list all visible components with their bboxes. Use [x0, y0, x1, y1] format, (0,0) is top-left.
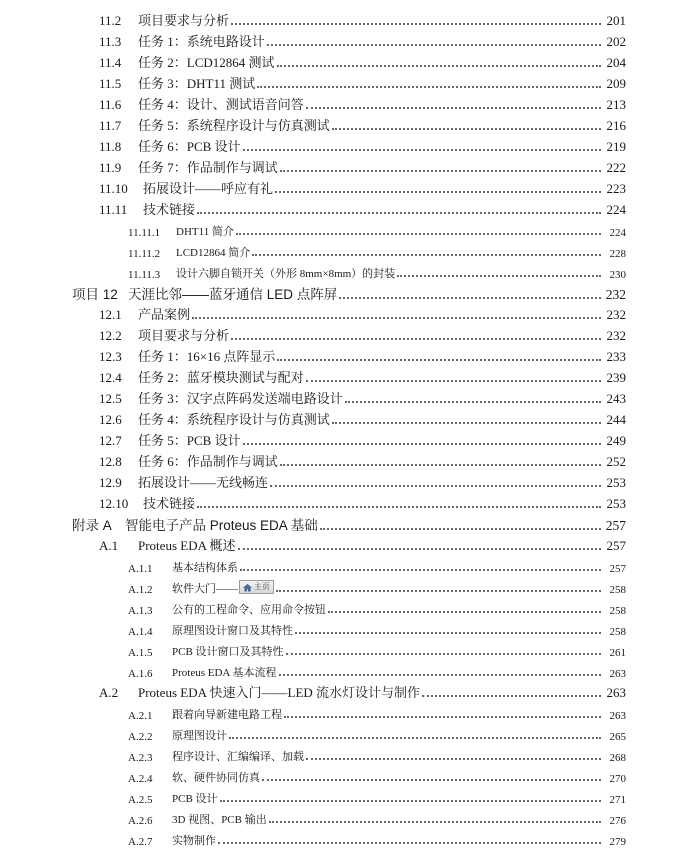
toc-entry-title: 智能电子产品 Proteus EDA 基础 — [125, 518, 318, 533]
toc-entry[interactable] — [0, 681, 626, 701]
dot-leader — [280, 463, 601, 466]
toc-entry-title: 任务 5：PCB 设计 — [138, 433, 241, 448]
toc-entry-title: 任务 6：PCB 设计 — [138, 139, 241, 154]
toc-entry-page: 224 — [609, 227, 626, 239]
toc-entry-number: A.2.2 — [128, 731, 153, 743]
toc-entry-number: A.1.1 — [128, 563, 153, 575]
toc-entry-number: 12.9 — [99, 475, 122, 490]
toc-entry-number: 项目 12 — [72, 287, 118, 302]
toc-entry-number: 11.6 — [99, 97, 122, 112]
toc-entry[interactable] — [0, 114, 626, 134]
toc-entry-number: A.1.3 — [128, 605, 153, 617]
toc-entry-number: A.1.2 — [128, 584, 153, 596]
toc-entry-title: 项目要求与分析 — [138, 13, 230, 28]
dot-leader — [339, 296, 601, 299]
dot-leader — [397, 274, 601, 277]
toc-entry-page: 243 — [606, 391, 626, 406]
toc-entry-title: 任务 7：作品制作与调试 — [138, 160, 278, 175]
toc-entry-number: 11.7 — [99, 118, 122, 133]
dot-leader — [306, 757, 601, 760]
home-icon — [243, 583, 252, 592]
toc-entry-page: 263 — [606, 685, 626, 700]
dot-leader — [229, 736, 601, 739]
dot-leader — [284, 715, 601, 718]
toc-entry-title: 拓展设计——呼应有礼 — [143, 181, 274, 196]
toc-entry[interactable] — [0, 156, 626, 176]
dot-leader — [238, 547, 601, 550]
toc-entry-page: 258 — [609, 605, 626, 617]
toc-entry[interactable] — [0, 597, 626, 617]
dot-leader — [332, 421, 601, 424]
toc-entry-title: DHT11 简介 — [176, 226, 234, 238]
toc-entry[interactable] — [0, 555, 626, 575]
toc-entry-title: PCB 设计 — [172, 793, 218, 805]
dot-leader — [320, 527, 601, 530]
toc-entry[interactable] — [0, 639, 626, 659]
toc-entry-title: Proteus EDA 概述 — [138, 538, 236, 553]
toc-entry-number: 12.6 — [99, 412, 122, 427]
toc-entry-page: 252 — [606, 454, 626, 469]
toc-entry-page: 257 — [609, 563, 626, 575]
toc-entry-title: 任务 3：DHT11 测试 — [138, 76, 256, 91]
dot-leader — [306, 106, 601, 109]
toc-entry-number: 11.4 — [99, 55, 122, 70]
toc-entry[interactable] — [0, 513, 626, 534]
toc-entry-title: 原理图设计窗口及其特性 — [172, 625, 293, 637]
dot-leader — [422, 694, 601, 697]
dot-leader — [267, 43, 601, 46]
toc-entry[interactable] — [0, 471, 626, 491]
toc-entry-number: 11.8 — [99, 139, 122, 154]
toc-entry[interactable] — [0, 429, 626, 449]
toc-entry-title: 任务 6：作品制作与调试 — [138, 454, 278, 469]
toc-entry-number: 11.11.2 — [128, 248, 161, 260]
dot-leader — [277, 64, 601, 67]
toc-entry-number: 11.2 — [99, 13, 122, 28]
toc-entry-title: PCB 设计窗口及其特性 — [172, 646, 284, 658]
toc-entry-number: A.1 — [99, 538, 119, 553]
toc-entry[interactable] — [0, 408, 626, 428]
toc-entry[interactable] — [0, 261, 626, 281]
toc-entry-title: 程序设计、汇编编译、加载 — [172, 751, 304, 763]
toc-entry-title: 原理图设计 — [172, 730, 227, 742]
toc-entry-number: 12.8 — [99, 454, 122, 469]
dot-leader — [306, 379, 601, 382]
toc-entry-page: 276 — [609, 815, 626, 827]
dot-leader — [328, 610, 601, 613]
toc-entry-title: 项目要求与分析 — [138, 328, 230, 343]
toc-entry-page: 244 — [606, 412, 626, 427]
toc-entry-number: 12.3 — [99, 349, 122, 364]
toc-entry-title: Proteus EDA 基本流程 — [172, 667, 277, 679]
dot-leader — [262, 778, 601, 781]
toc-entry-title: 公有的工程命令、应用命令按钮 — [172, 604, 326, 616]
dot-leader — [252, 253, 601, 256]
toc-entry-page: 271 — [609, 794, 626, 806]
toc-entry-number: A.2.1 — [128, 710, 153, 722]
toc-entry-page: 202 — [606, 34, 626, 49]
toc-entry-page: 228 — [609, 248, 626, 260]
toc-entry-number: 12.1 — [99, 307, 122, 322]
toc-entry-title: 3D 视图、PCB 输出 — [172, 814, 267, 826]
toc-entry-title: 软件大门—— — [172, 583, 238, 595]
toc-entry-page: 249 — [606, 433, 626, 448]
toc-entry-number: A.1.4 — [128, 626, 153, 638]
toc-entry-title: 技术链接 — [143, 496, 196, 511]
toc-entry[interactable] — [0, 345, 626, 365]
dot-leader — [197, 211, 601, 214]
toc-entry[interactable] — [0, 807, 626, 827]
toc-entry-page: 222 — [606, 160, 626, 175]
toc-entry-number: 12.2 — [99, 328, 122, 343]
dot-leader — [286, 652, 601, 655]
toc-entry-page: 253 — [606, 496, 626, 511]
toc-entry[interactable] — [0, 660, 626, 680]
toc-entry-number: 11.9 — [99, 160, 122, 175]
toc-entry[interactable] — [0, 366, 626, 386]
toc-entry[interactable] — [0, 282, 626, 303]
toc-entry-page: 201 — [606, 13, 626, 28]
toc-entry-page: 216 — [606, 118, 626, 133]
toc-entry-page: 270 — [609, 773, 626, 785]
dot-leader — [236, 232, 601, 235]
toc-entry[interactable] — [0, 702, 626, 722]
toc-entry-title: 实物制作 — [172, 835, 216, 847]
toc-entry-page: 263 — [609, 668, 626, 680]
toc-entry-page: 265 — [609, 731, 626, 743]
toc-entry-page: 223 — [606, 181, 626, 196]
toc-entry-page: 261 — [609, 647, 626, 659]
toc-entry[interactable] — [0, 135, 626, 155]
home-button[interactable] — [239, 580, 274, 594]
toc-entry-title: 任务 5：系统程序设计与仿真测试 — [138, 118, 330, 133]
toc-entry-title: 任务 4：设计、测试语音问答 — [138, 97, 304, 112]
toc-entry[interactable] — [0, 72, 626, 92]
toc-entry-page: 219 — [606, 139, 626, 154]
toc-entry[interactable] — [0, 534, 626, 554]
toc-entry[interactable] — [0, 744, 626, 764]
dot-leader — [257, 85, 601, 88]
toc-entry[interactable] — [0, 219, 626, 239]
toc-entry-title: 软、硬件协同仿真 — [172, 772, 260, 784]
dot-leader — [231, 22, 601, 25]
toc-entry-title: 任务 4：系统程序设计与仿真测试 — [138, 412, 330, 427]
toc-entry-title: LCD12864 简介 — [176, 247, 251, 259]
toc-entry-title: 跟着向导新建电路工程 — [172, 709, 282, 721]
toc-entry-title: 任务 2：蓝牙模块测试与配对 — [138, 370, 304, 385]
toc-entry-number: 11.11.3 — [128, 269, 161, 281]
toc-entry-title: 天涯比邻——蓝牙通信 LED 点阵屏 — [128, 287, 338, 302]
dot-leader — [270, 484, 601, 487]
toc-entry[interactable] — [0, 786, 626, 806]
toc-entry[interactable] — [0, 51, 626, 71]
toc-entry-number: A.1.5 — [128, 647, 153, 659]
toc-entry-title: 产品案例 — [138, 307, 191, 322]
toc-entry-title: 任务 1：16×16 点阵显示 — [138, 349, 276, 364]
toc-entry-page: 232 — [605, 287, 626, 302]
dot-leader — [275, 190, 601, 193]
toc-entry-page: 263 — [609, 710, 626, 722]
toc-entry-title: 任务 3：汉字点阵码发送端电路设计 — [138, 391, 343, 406]
dot-leader — [231, 337, 601, 340]
toc-entry-page: 258 — [609, 584, 626, 596]
home-button-label: 主页 — [254, 582, 270, 591]
toc-entry-page: 279 — [609, 836, 626, 848]
toc-entry[interactable] — [0, 765, 626, 785]
toc-entry[interactable] — [0, 450, 626, 470]
toc-entry-page: 230 — [609, 269, 626, 281]
toc-entry-number: 11.5 — [99, 76, 122, 91]
dot-leader — [243, 442, 601, 445]
toc-entry-title: 设计六脚自锁开关（外形 8mm×8mm）的封装 — [176, 268, 396, 280]
toc-entry-number: A.2 — [99, 685, 119, 700]
dot-leader — [218, 841, 601, 844]
dot-leader — [197, 505, 601, 508]
dot-leader — [345, 400, 601, 403]
toc-entry-title: 基本结构体系 — [172, 562, 238, 574]
toc-entry-page: 233 — [606, 349, 626, 364]
toc-entry-number: A.2.6 — [128, 815, 153, 827]
toc-entry-number: A.2.5 — [128, 794, 153, 806]
toc-entry-page: 209 — [606, 76, 626, 91]
toc-entry-page: 232 — [606, 328, 626, 343]
toc-entry-number: 11.11 — [99, 202, 128, 217]
toc-entry-number: 11.10 — [99, 181, 128, 196]
toc-entry[interactable] — [0, 492, 626, 512]
toc-entry-page: 257 — [605, 518, 626, 533]
toc-entry-page: 253 — [606, 475, 626, 490]
dot-leader — [220, 799, 601, 802]
toc-entry[interactable] — [0, 303, 626, 323]
toc-entry[interactable] — [0, 198, 626, 218]
toc-entry-page: 213 — [606, 97, 626, 112]
toc-entry-number: 12.10 — [99, 496, 129, 511]
toc-entry-page: 257 — [606, 538, 626, 553]
toc-entry-number: 12.4 — [99, 370, 122, 385]
toc-entry[interactable] — [0, 387, 626, 407]
toc-entry-number: A.2.7 — [128, 836, 153, 848]
toc-entry-title: 任务 1：系统电路设计 — [138, 34, 265, 49]
toc-entry-page: 239 — [606, 370, 626, 385]
toc-entry-number: 12.7 — [99, 433, 122, 448]
toc-entry-page: 258 — [609, 626, 626, 638]
toc-entry[interactable] — [0, 9, 626, 29]
dot-leader — [280, 169, 601, 172]
dot-leader — [243, 148, 601, 151]
toc-entry-number: 12.5 — [99, 391, 122, 406]
toc-entry-title: 任务 2：LCD12864 测试 — [138, 55, 275, 70]
dot-leader — [192, 316, 601, 319]
dot-leader — [240, 568, 601, 571]
toc-entry-title: 技术链接 — [143, 202, 196, 217]
dot-leader — [269, 820, 601, 823]
toc-entry[interactable] — [0, 828, 626, 848]
toc-entry[interactable] — [0, 240, 626, 260]
toc-entry-number: A.1.6 — [128, 668, 153, 680]
dot-leader — [279, 673, 602, 676]
toc-entry-number: 11.3 — [99, 34, 122, 49]
toc-entry-number: 11.11.1 — [128, 227, 161, 239]
toc-entry[interactable] — [0, 93, 626, 113]
toc-entry-page: 268 — [609, 752, 626, 764]
toc-entry[interactable] — [0, 30, 626, 50]
toc-entry[interactable] — [0, 576, 626, 596]
toc-entry-number: A.2.4 — [128, 773, 153, 785]
toc-entry-number: 附录 A — [72, 518, 112, 533]
toc-entry[interactable] — [0, 723, 626, 743]
dot-leader — [276, 589, 601, 592]
dot-leader — [295, 631, 601, 634]
toc-entry-page: 232 — [606, 307, 626, 322]
toc-entry-page: 204 — [606, 55, 626, 70]
toc-entry-title: Proteus EDA 快速入门——LED 流水灯设计与制作 — [138, 685, 421, 700]
toc-entry-page: 224 — [606, 202, 626, 217]
dot-leader — [332, 127, 601, 130]
toc-entry[interactable] — [0, 618, 626, 638]
toc-entry-title: 拓展设计——无线畅连 — [138, 475, 269, 490]
toc-entry[interactable] — [0, 177, 626, 197]
toc-entry[interactable] — [0, 324, 626, 344]
toc-entry-number: A.2.3 — [128, 752, 153, 764]
dot-leader — [277, 358, 601, 361]
